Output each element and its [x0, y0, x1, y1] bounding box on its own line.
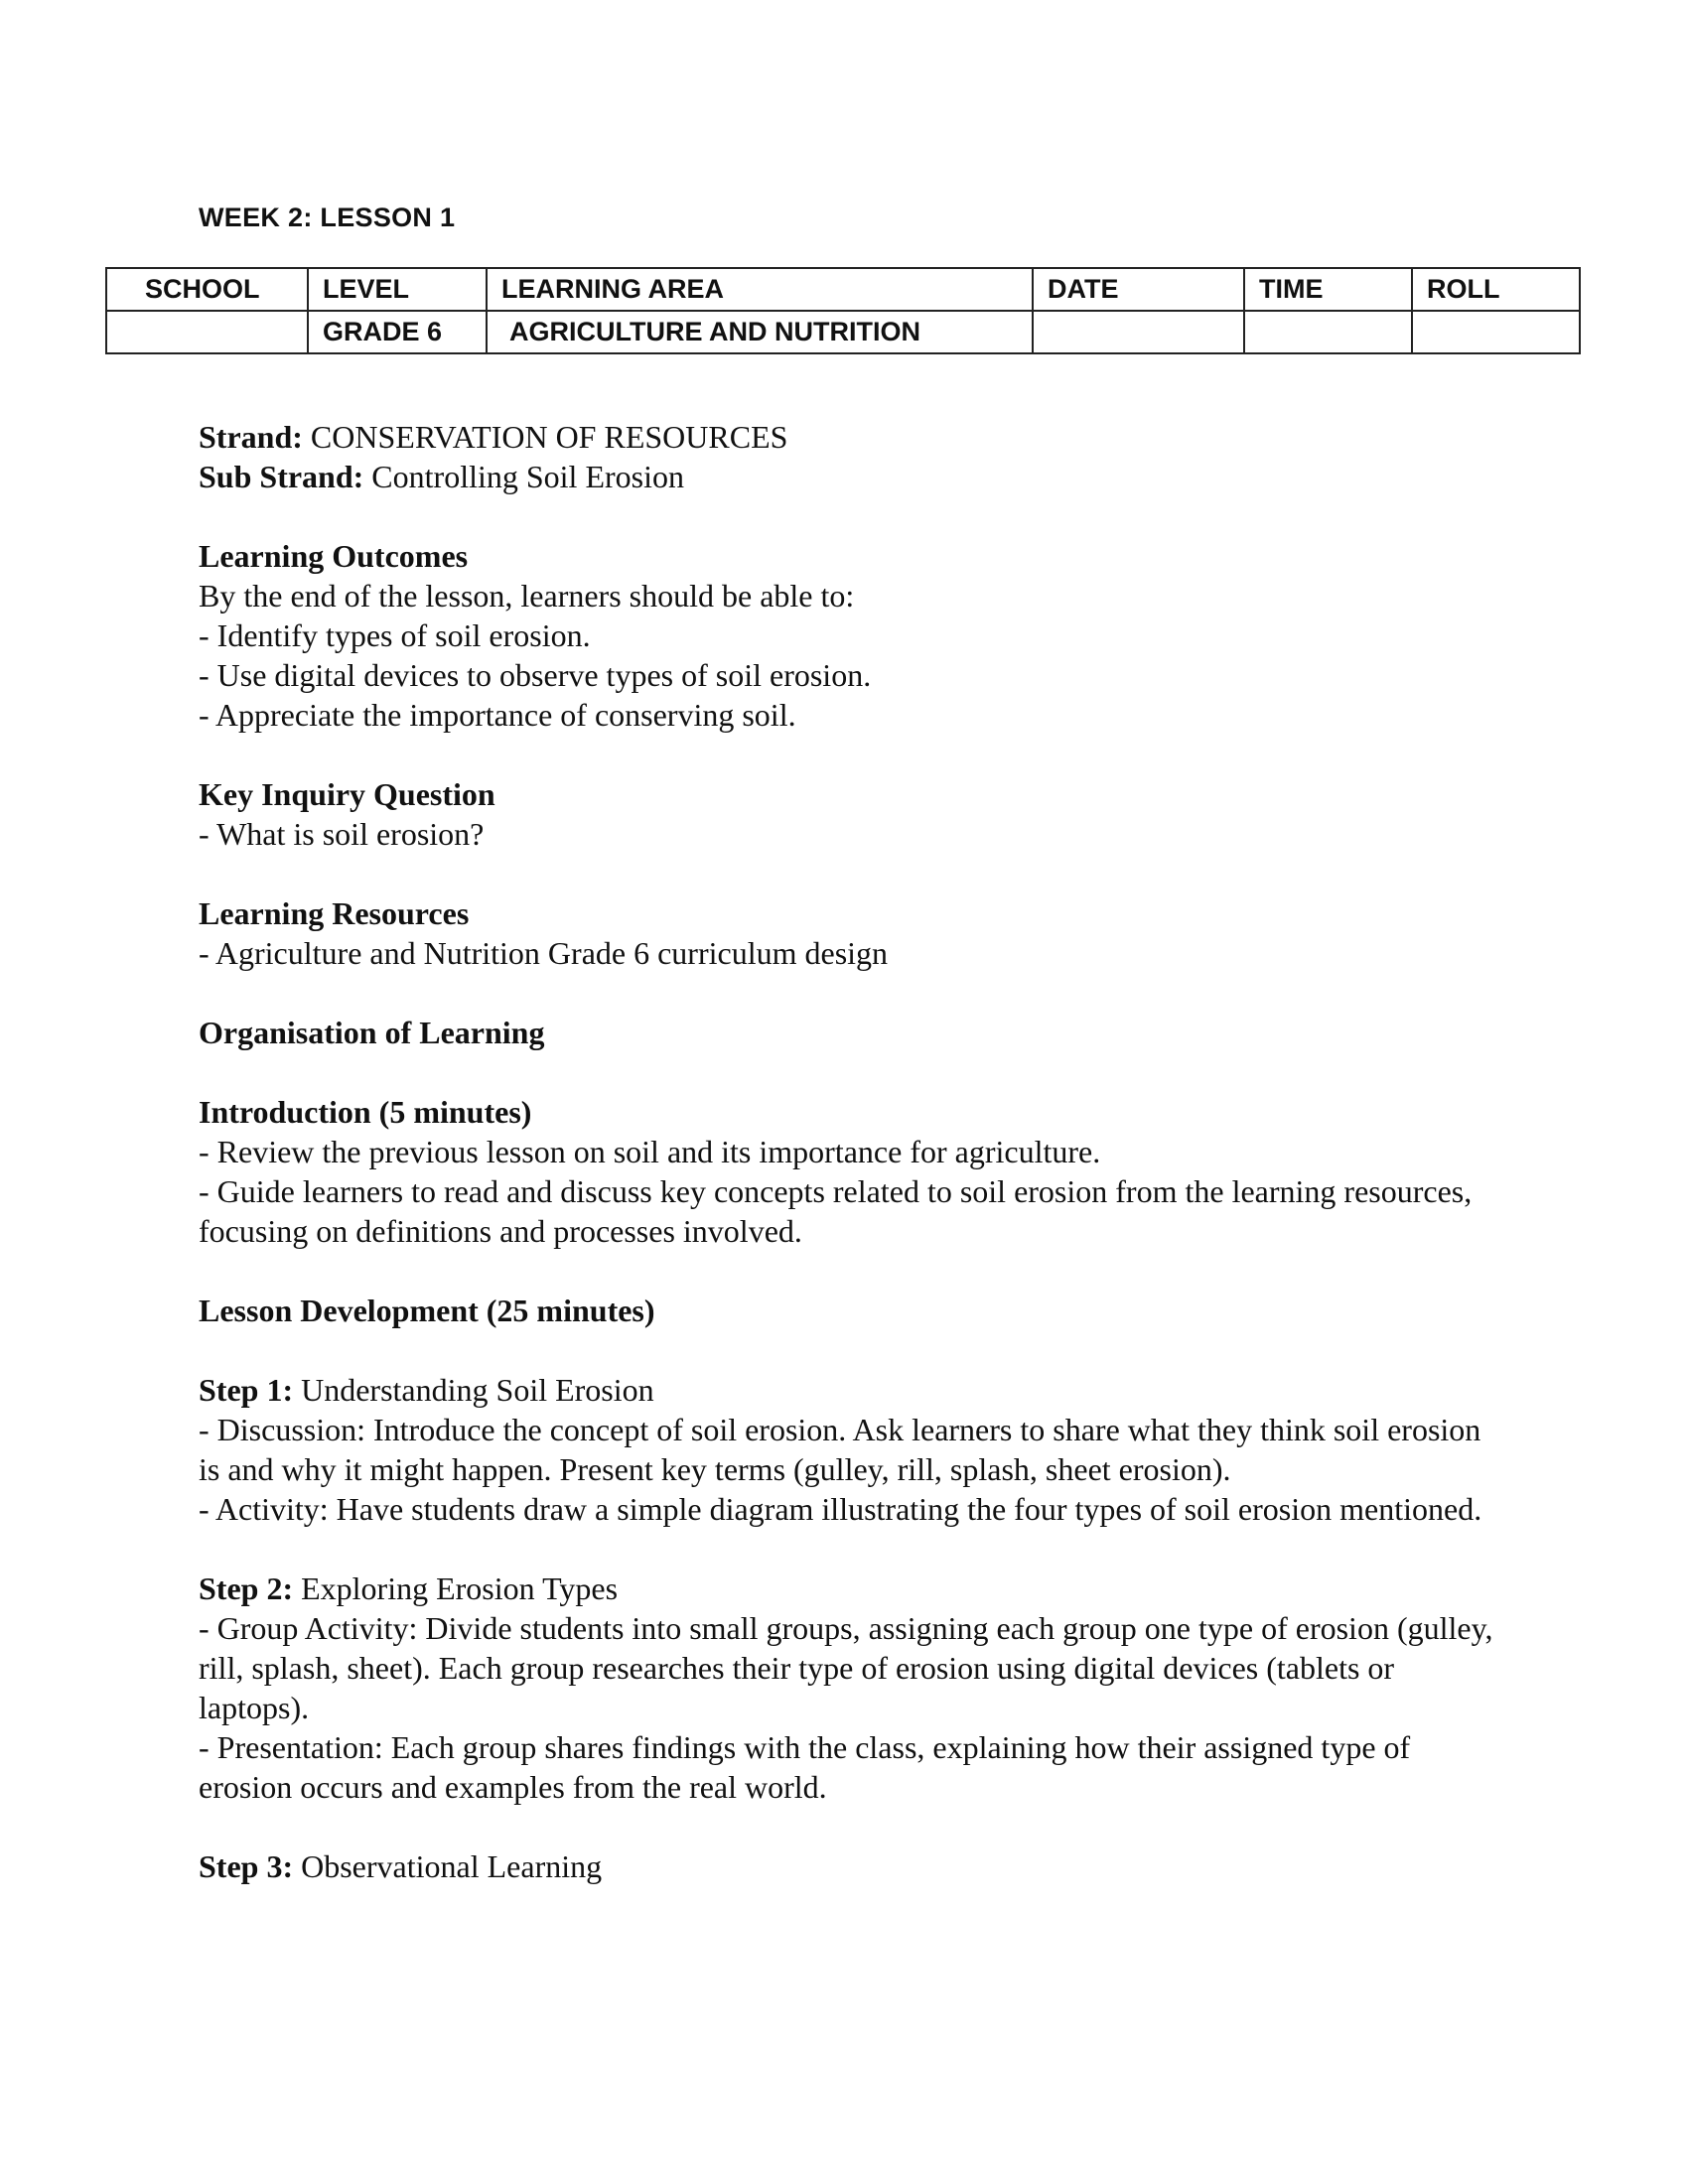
- list-item: - Agriculture and Nutrition Grade 6 curriculum design: [199, 935, 889, 971]
- list-item: - Review the previous lesson on soil and its importance for agriculture.: [199, 1134, 1101, 1169]
- cell-date: [1033, 311, 1244, 353]
- header-date: DATE: [1033, 268, 1244, 311]
- header-level: LEVEL: [308, 268, 487, 311]
- table-value-row: [106, 311, 1580, 353]
- learning-outcomes-heading: [199, 536, 1509, 576]
- lesson-info-table: [105, 267, 1581, 354]
- list-item: - Presentation: Each group shares findings with the class, explaining how their assigned type of erosion occurs and examples from the real world.: [199, 1729, 1411, 1805]
- key-inquiry-heading-text: Key Inquiry Question: [199, 776, 495, 812]
- step2-label: Step 2:: [199, 1570, 294, 1606]
- header-learning-area: LEARNING AREA: [487, 268, 1033, 311]
- step1-title: Understanding Soil Erosion: [293, 1372, 654, 1408]
- sub-strand-label: Sub Strand:: [199, 459, 364, 494]
- week-title: WEEK 2: LESSON 1: [199, 203, 456, 232]
- step3-line: [199, 1846, 1509, 1886]
- organisation-heading-text: Organisation of Learning: [199, 1015, 545, 1050]
- lesson-development-heading-text: Lesson Development (25 minutes): [199, 1293, 655, 1328]
- learning-outcomes-intro: By the end of the lesson, learners should be able to:: [199, 578, 855, 614]
- step3-label: Step 3:: [199, 1848, 294, 1884]
- step1-label: Step 1:: [199, 1372, 294, 1408]
- cell-roll: [1412, 311, 1580, 353]
- learning-outcomes-heading-text: Learning Outcomes: [199, 538, 469, 574]
- list-item: - What is soil erosion?: [199, 816, 485, 852]
- list-item: - Use digital devices to observe types of soil erosion.: [199, 657, 872, 693]
- list-item: - Guide learners to read and discuss key concepts related to soil erosion from the learning resources, focusing on definitions and processes involved.: [199, 1173, 1473, 1249]
- strand-line: [199, 417, 1509, 457]
- header-school: SCHOOL: [106, 268, 308, 311]
- strand-value: CONSERVATION OF RESOURCES: [302, 419, 788, 455]
- step2-line: [199, 1569, 1509, 1608]
- learning-resources-heading: [199, 893, 1509, 933]
- strand-label: Strand:: [199, 419, 303, 455]
- cell-school: [106, 311, 308, 353]
- key-inquiry-heading: [199, 774, 1509, 814]
- table-header-row: [106, 268, 1580, 311]
- step3-title: Observational Learning: [293, 1848, 603, 1884]
- list-item: - Discussion: Introduce the concept of soil erosion. Ask learners to share what they think soil erosion is and why it might happen. Present key terms (gulley, rill, splash, sheet erosion).: [199, 1412, 1481, 1487]
- lesson-development-heading: [199, 1291, 1509, 1330]
- learning-resources-heading-text: Learning Resources: [199, 895, 470, 931]
- lesson-content: [199, 417, 1509, 1886]
- sub-strand-line: [199, 457, 1509, 496]
- header-time: TIME: [1244, 268, 1412, 311]
- step2-title: Exploring Erosion Types: [293, 1570, 619, 1606]
- list-item: - Appreciate the importance of conserving soil.: [199, 697, 796, 733]
- list-item: - Group Activity: Divide students into small groups, assigning each group one type of erosion (gulley, rill, splash, sheet). Each group researches their type of erosion using digital devices (tablets or laptops).: [199, 1610, 1493, 1725]
- sub-strand-value: Controlling Soil Erosion: [363, 459, 684, 494]
- cell-level: GRADE 6: [308, 311, 487, 353]
- introduction-heading: [199, 1092, 1509, 1132]
- introduction-heading-text: Introduction (5 minutes): [199, 1094, 532, 1130]
- cell-learning-area: AGRICULTURE AND NUTRITION: [487, 311, 1033, 353]
- header-roll: ROLL: [1412, 268, 1580, 311]
- organisation-heading: [199, 1013, 1509, 1052]
- list-item: - Activity: Have students draw a simple diagram illustrating the four types of soil erosion mentioned.: [199, 1491, 1482, 1527]
- list-item: - Identify types of soil erosion.: [199, 617, 591, 653]
- cell-time: [1244, 311, 1412, 353]
- step1-line: [199, 1370, 1509, 1410]
